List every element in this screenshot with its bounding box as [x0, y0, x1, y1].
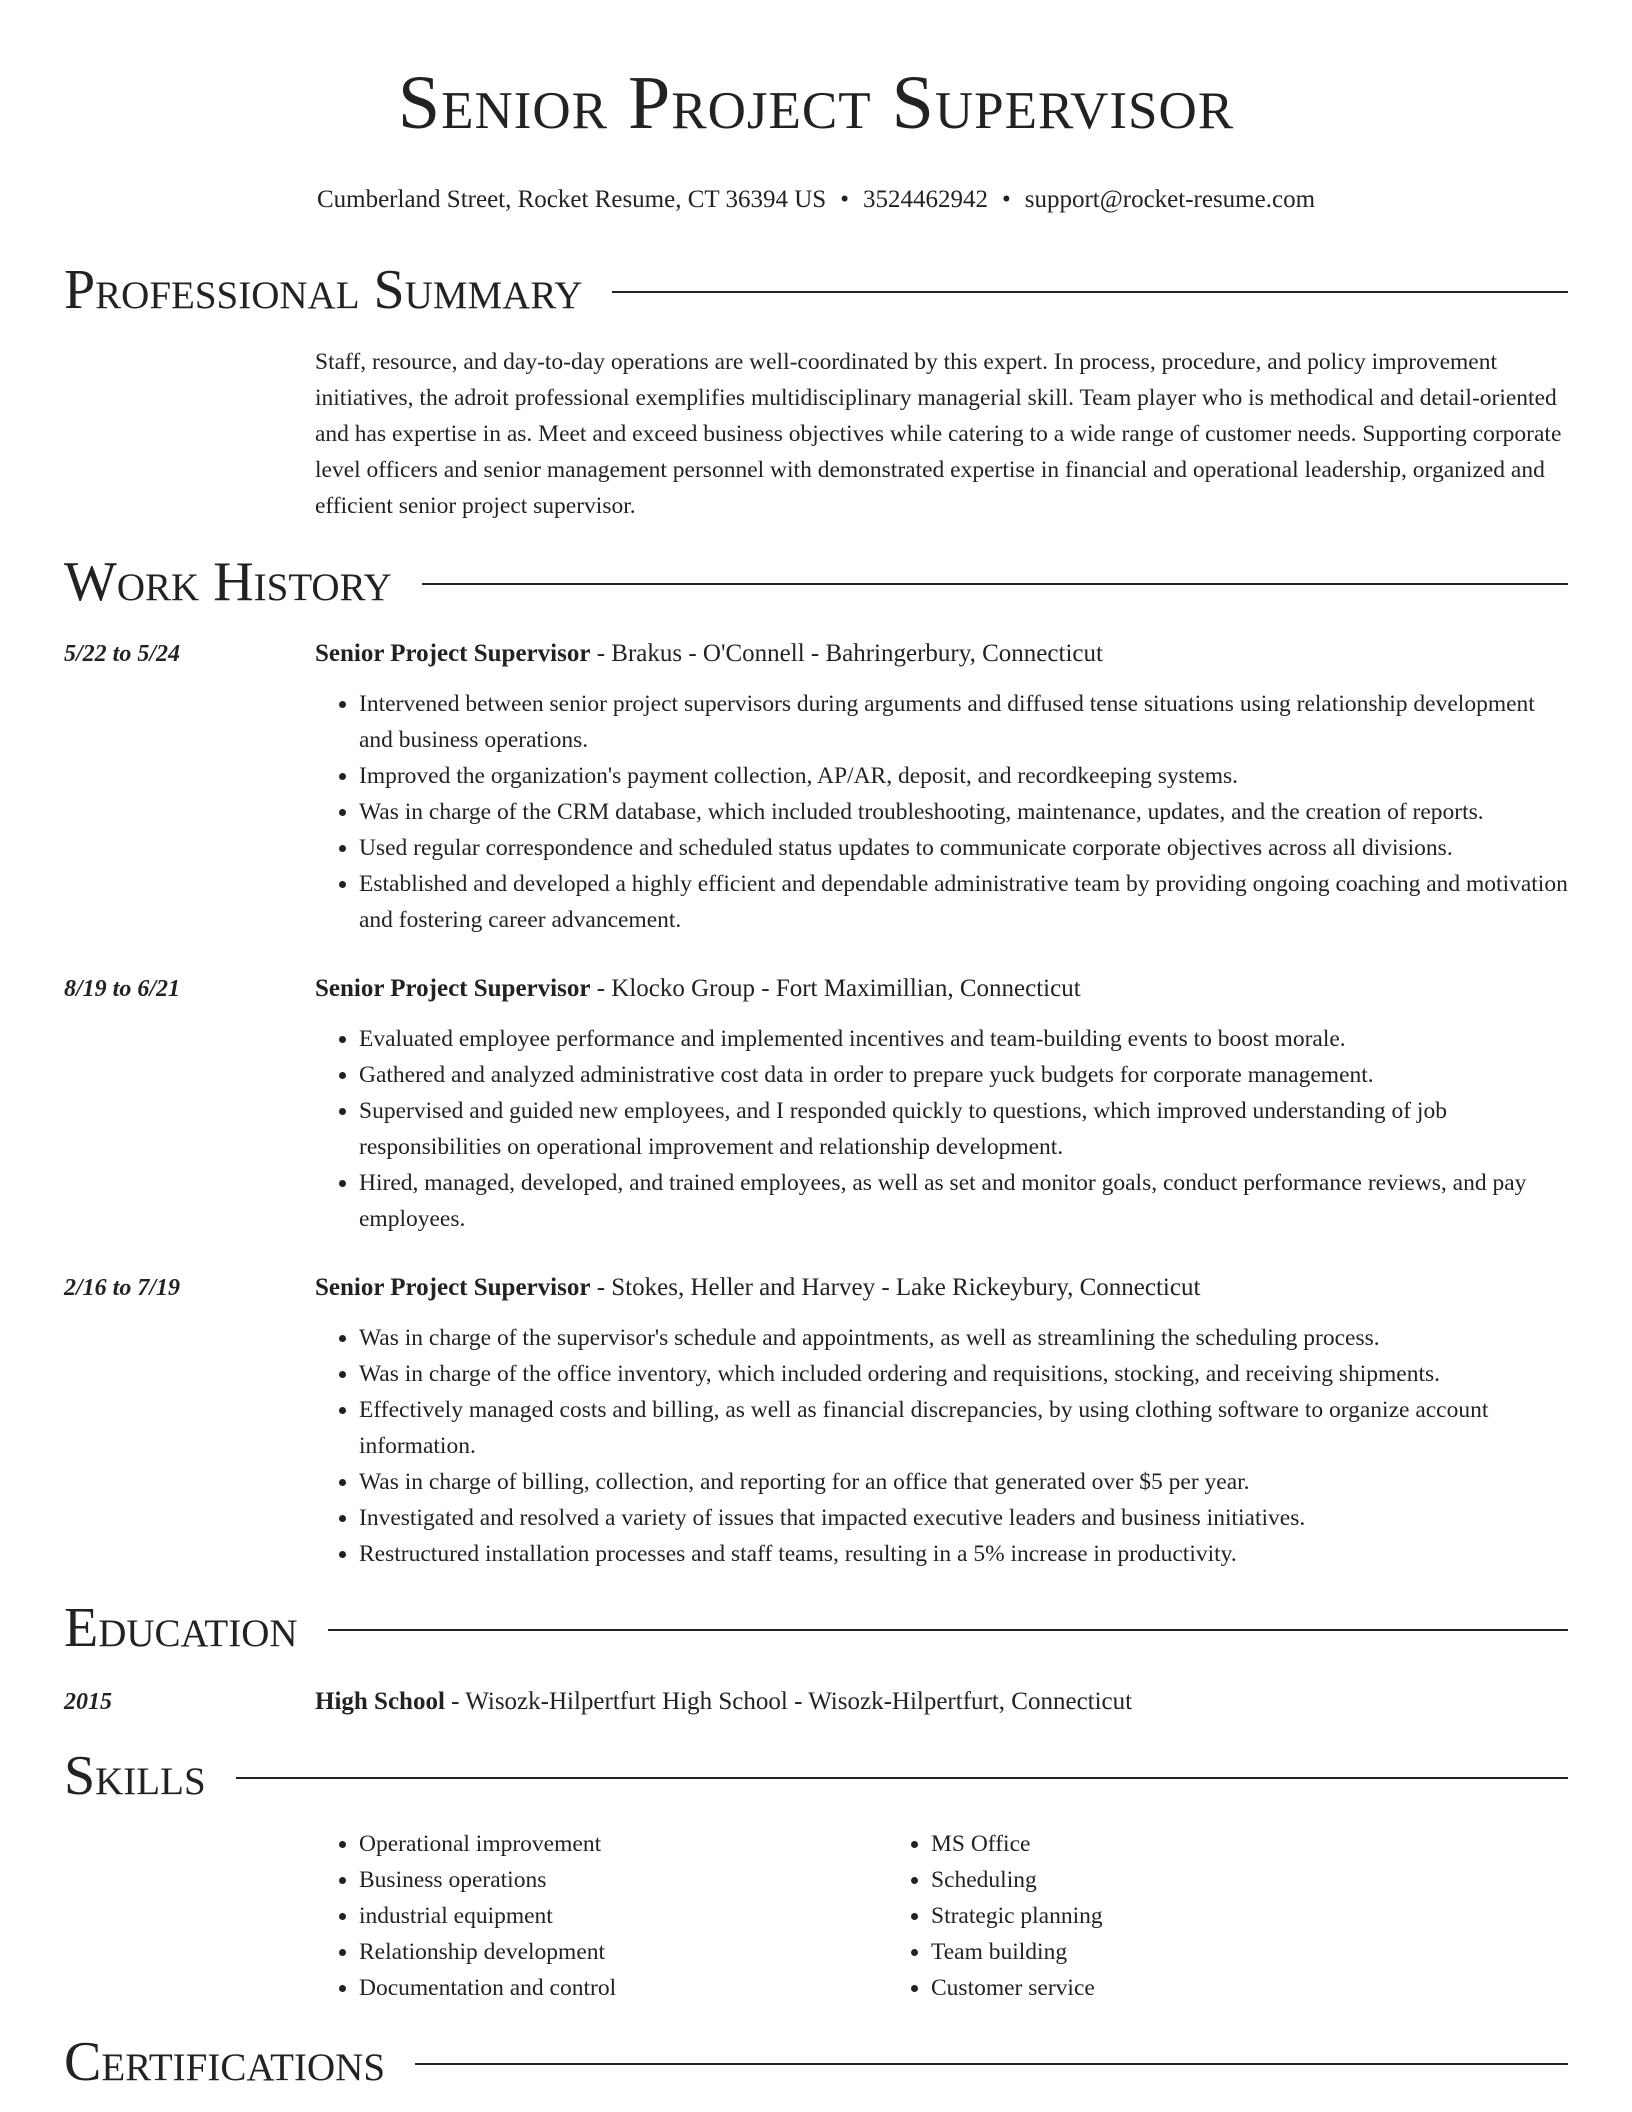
job-bullets [315, 1320, 1568, 1572]
skill-item: • Customer service [931, 1970, 1103, 2006]
education-entry [64, 1684, 1568, 1720]
skills-grid [315, 1826, 1568, 2006]
job-bullet: • Evaluated employee performance and implemented incentives and team-building events to boost morale. [359, 1021, 1568, 1057]
job-bullet: • Used regular correspondence and scheduled status updates to communicate corporate objectives across all divisions. [359, 830, 1568, 866]
skills-section-header [64, 1744, 1568, 1808]
job-dates: 8/19 to 6/21 [64, 976, 181, 1002]
contact-address: Cumberland Street, Rocket Resume, CT 36394 US [316, 186, 827, 213]
contact-phone: 3524462942 [862, 186, 988, 213]
job-title-line [315, 1270, 1568, 1306]
job-role: Senior Project Supervisor [315, 640, 591, 667]
education-section-header [64, 1596, 1568, 1660]
summary-section-header [64, 258, 1568, 322]
education-degree: High School [315, 1688, 445, 1715]
job-bullet: • Was in charge of billing, collection, and reporting for an office that generated over $5 per year. [359, 1464, 1568, 1500]
section-divider [415, 2063, 1568, 2065]
education-year: 2015 [64, 1689, 112, 1715]
skill-item: • MS Office [931, 1826, 1103, 1862]
job-bullet: • Was in charge of the office inventory, which included ordering and requisitions, stocking, and receiving shipments. [359, 1356, 1568, 1392]
job-dates: 5/22 to 5/24 [64, 641, 181, 667]
job-bullet: • Intervened between senior project supervisors during arguments and diffused tense situations using relationship development and business operations. [359, 686, 1568, 758]
certifications-title: Certifications [64, 2031, 386, 2093]
job-bullet: • Gathered and analyzed administrative cost data in order to prepare yuck budgets for corporate management. [359, 1057, 1568, 1093]
job-bullet: • Restructured installation processes and staff teams, resulting in a 5% increase in productivity. [359, 1536, 1568, 1572]
section-divider [328, 1629, 1568, 1631]
education-details: - Wisozk-Hilpertfurt High School - Wisozk-Hilpertfurt, Connecticut [444, 1688, 1133, 1715]
skills-title: Skills [64, 1745, 206, 1807]
job-bullet: • Was in charge of the supervisor's schedule and appointments, as well as streamlining the scheduling process. [359, 1320, 1568, 1356]
job-bullets [315, 686, 1568, 938]
section-divider [236, 1777, 1568, 1779]
skill-item: • Documentation and control [359, 1970, 887, 2006]
skill-item: • Scheduling [931, 1862, 1103, 1898]
job-bullet: • Supervised and guided new employees, and I responded quickly to questions, which improved understanding of job responsibilities on operational improvement and relationship development. [359, 1093, 1568, 1165]
job-bullet: • Hired, managed, developed, and trained employees, as well as set and monitor goals, conduct performance reviews, and pay employees. [359, 1165, 1568, 1237]
skill-item: • Operational improvement [359, 1826, 887, 1862]
job-title-line [315, 971, 1568, 1007]
summary-text: Staff, resource, and day-to-day operations are well-coordinated by this expert. In process, procedure, and policy improvement initiatives, the adroit professional exemplifies multidisciplinary managerial skill. Team player who is methodical and detail-oriented and has expertise in as. Meet and exceed business objectives while catering to a wide range of customer needs. Supporting corporate level officers and senior management personnel with demonstrated expertise in financial and operational leadership, organized and efficient senior project supervisor. [315, 349, 1562, 519]
certifications-section-header [64, 2030, 1568, 2094]
job-bullets [315, 1021, 1568, 1237]
job-dates: 2/16 to 7/19 [64, 1275, 181, 1301]
skills-list-left [315, 1826, 887, 2006]
job-bullet: • Established and developed a highly efficient and dependable administrative team by providing ongoing coaching and motivation and fostering career advancement. [359, 866, 1568, 938]
section-divider [612, 291, 1568, 293]
job-role: Senior Project Supervisor [315, 975, 591, 1002]
job-bullet: • Effectively managed costs and billing, as well as financial discrepancies, by using clothing software to organize account information. [359, 1392, 1568, 1464]
job-body [315, 1270, 1568, 1572]
work-section-header [64, 550, 1568, 614]
job-bullet: • Investigated and resolved a variety of issues that impacted executive leaders and business initiatives. [359, 1500, 1568, 1536]
job-body [315, 636, 1568, 938]
job-bullet: • Improved the organization's payment collection, AP/AR, deposit, and recordkeeping systems. [359, 758, 1568, 794]
job-entry [64, 1270, 1568, 1572]
skill-item: • Strategic planning [931, 1898, 1103, 1934]
contact-email: support@rocket-resume.com [1024, 186, 1316, 213]
job-details: - Brakus - O'Connell - Bahringerbury, Connecticut [590, 640, 1103, 667]
work-title: Work History [64, 551, 392, 613]
resume-name: Senior Project Supervisor [397, 61, 1235, 145]
summary-title: Professional Summary [64, 259, 583, 321]
job-entry [64, 636, 1568, 938]
job-body [315, 971, 1568, 1237]
contact-line [64, 184, 1568, 216]
education-title: Education [64, 1597, 298, 1659]
skill-item: • Business operations [359, 1862, 887, 1898]
skill-item: • Team building [931, 1934, 1103, 1970]
skill-item: • industrial equipment [359, 1898, 887, 1934]
job-title-line [315, 636, 1568, 672]
job-role: Senior Project Supervisor [315, 1274, 591, 1301]
job-entry [64, 971, 1568, 1237]
job-bullet: • Was in charge of the CRM database, which included troubleshooting, maintenance, updates, and the creation of reports. [359, 794, 1568, 830]
section-divider [422, 583, 1568, 585]
job-details: - Stokes, Heller and Harvey - Lake Rickeybury, Connecticut [590, 1274, 1201, 1301]
job-details: - Klocko Group - Fort Maximillian, Connecticut [590, 975, 1081, 1002]
education-body [315, 1684, 1568, 1720]
contact-separator: • [1001, 186, 1011, 213]
skills-list-right [887, 1826, 1103, 2006]
education-line [315, 1684, 1568, 1720]
skill-item: • Relationship development [359, 1934, 887, 1970]
contact-separator: • [840, 186, 849, 213]
